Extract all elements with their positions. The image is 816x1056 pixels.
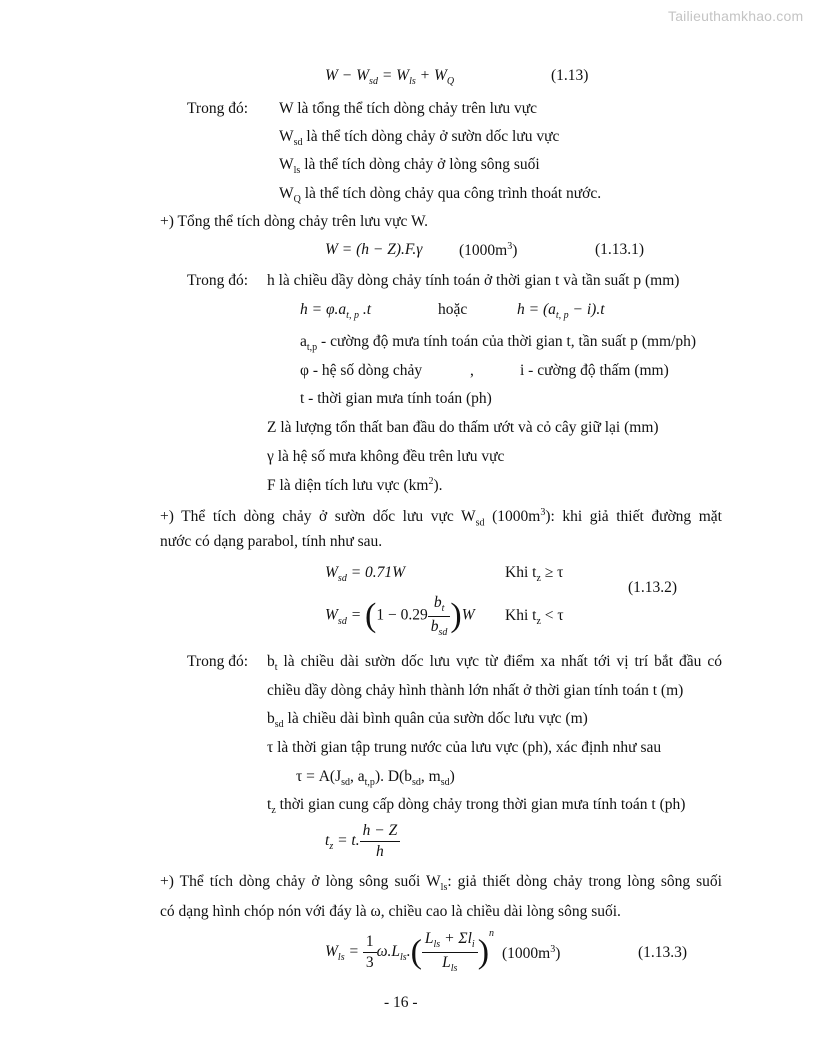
equation-wsd-2: $W_{sd} = (1 - 0.29$ $\frac{b_t}{b_{sd}}$ )W xyxy=(325,594,475,638)
hoac-text: hoặc xyxy=(438,301,468,318)
equation-h-2: $h = (a_{t, p} - i).t$ xyxy=(517,301,605,322)
definition-wsd: $W_{sd}$ là thể tích dòng chảy ở sườn dốc lưu vực xyxy=(279,128,560,149)
equation-tz: $t_z = t$. $\frac{h - Z}{h}$ xyxy=(325,822,400,861)
definition-bsd: $b_{sd}$ là chiều dài bình quân của sườn dốc lưu vực (m) xyxy=(267,710,588,731)
paragraph-wls-line2: có dạng hình chóp nón với đáy là ω, chiều cao là chiều dài lòng sông suối. xyxy=(160,903,621,920)
definition-wq: $W_Q$ là thể tích dòng chảy qua công trình thoát nước. xyxy=(279,185,602,206)
comma-separator: , xyxy=(470,362,474,379)
equation-number: (1.13.1) xyxy=(595,241,645,258)
definition-bt-line1: $b_t$ là chiều dài sườn dốc lưu vực từ điểm xa nhất tới vị trí bắt đầu có xyxy=(267,653,722,674)
definition-tz: $t_z$ thời gian cung cấp dòng chảy trong thời gian mưa tính toán t (ph) xyxy=(267,796,686,817)
definition-phi: φ - hệ số dòng chảy xyxy=(300,362,423,379)
watermark-text: Tailieuthamkhao.com xyxy=(668,8,804,24)
equation-1-13: $W - W_{sd} = W_{ls} + W_Q$ xyxy=(325,67,455,88)
definition-gamma: γ là hệ số mưa không đều trên lưu vực xyxy=(267,448,505,465)
paragraph-wsd-line1: +) Thể tích dòng chảy ở sườn dốc lưu vực $W_{sd}$ $(1000m^3)$: khi giả thiết đường mặt xyxy=(160,507,722,529)
definition-f: F là diện tích lưu vực $(km^2)$. xyxy=(267,476,443,495)
definition-w: W là tổng thể tích dòng chảy trên lưu vực xyxy=(279,100,537,117)
equation-1-13-1: W = (h − Z).F.γ xyxy=(325,241,423,258)
equation-tau: $\tau = A(J_{sd}$, $a_{t,p}$). $D(b_{sd}$, $m_{sd}$) xyxy=(296,768,455,789)
equation-number: (1.13.2) xyxy=(628,579,678,596)
unit-label: $(1000m^3)$ xyxy=(459,241,518,260)
trong-do-label: Trong đó: xyxy=(187,272,249,289)
equation-h-1: $h = \varphi.a_{t, p}$ .t xyxy=(300,301,372,322)
definition-i: i - cường độ thấm (mm) xyxy=(520,362,669,379)
definition-t: t - thời gian mưa tính toán (ph) xyxy=(300,390,492,407)
trong-do-label: Trong đó: xyxy=(187,653,249,670)
definition-tau: τ là thời gian tập trung nước của lưu vực (ph), xác định như sau xyxy=(267,739,662,756)
definition-z: Z là lượng tổn thất ban đầu do thấm ướt và cỏ cây giữ lại (mm) xyxy=(267,419,659,436)
equation-number: (1.13) xyxy=(551,67,589,84)
paragraph-wsd-line2: nước có dạng parabol, tính như sau. xyxy=(160,533,383,550)
definition-wls: $W_{ls}$ là thể tích dòng chảy ở lòng sông suối xyxy=(279,156,540,177)
definition-atp: $a_{t,p}$ - cường độ mưa tính toán của thời gian t, tần suất p (mm/ph) xyxy=(300,333,697,354)
definition-h: h là chiều dầy dòng chảy tính toán ở thời gian t và tần suất p (mm) xyxy=(267,272,680,289)
condition-2: Khi $t_z < \tau$ xyxy=(505,607,564,628)
condition-1: Khi $t_z \ge \tau$ xyxy=(505,564,564,585)
trong-do-label: Trong đó: xyxy=(187,100,249,117)
unit-label: $(1000m^3)$ xyxy=(502,944,561,963)
equation-1-13-3: $W_{ls}$ = $\frac{1}{3}$ $\omega.L_{ls}$.( $\frac{L_{ls} + \Sigma l_i}{L_{ls}}$ )$^n$ xyxy=(325,928,495,975)
equation-wsd-1: $W_{sd} = 0.71W$ xyxy=(325,564,406,585)
equation-number: (1.13.3) xyxy=(638,944,688,961)
section-heading-w: +) Tổng thể tích dòng chảy trên lưu vực W. xyxy=(160,213,429,230)
page-number: - 16 - xyxy=(384,994,418,1011)
definition-bt-line2: chiều dầy dòng chảy hình thành lớn nhất ở thời gian tính toán t (m) xyxy=(267,682,684,699)
paragraph-wls-line1: +) Thể tích dòng chảy ở lòng sông suối $W_{ls}$: giả thiết dòng chảy trong lòng sông suối xyxy=(160,873,722,894)
